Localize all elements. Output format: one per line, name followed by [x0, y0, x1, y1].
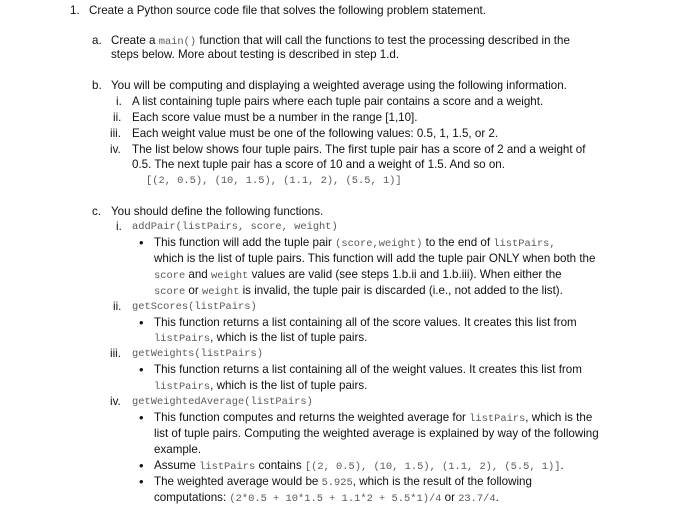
text: , which is the result of the following: [352, 475, 532, 488]
text: or: [441, 491, 459, 504]
step-c-i-marker: i.: [116, 220, 122, 233]
result-line-1: [154, 475, 532, 490]
text: Assume: [154, 459, 200, 472]
code-score-weight: (score,weight): [335, 238, 423, 250]
text: , which is the: [525, 411, 593, 424]
step-c-iv-marker: iv.: [110, 395, 121, 408]
text: is invalid, the tuple pair is discarded (i.e., not added to the list).: [239, 284, 563, 297]
code-weight: weight: [201, 286, 240, 298]
result-line-2: [154, 491, 499, 506]
text: values are valid (see steps 1.b.ii and 1.b.iii). When either the: [248, 268, 562, 281]
step-a-line-1: [111, 34, 570, 49]
code-tuple-list: [(2, 0.5), (10, 1.5), (1.1, 2), (5.5, 1)]: [304, 461, 561, 473]
step-b-iv-line-2: 0.5. The next tuple pair has a score of 10 and a weight of 1.5. And so on.: [132, 158, 505, 171]
text: Create a: [111, 34, 159, 47]
addpair-desc-line-2: which is the list of tuple pairs. This function will add the tuple pair ONLY when both the: [154, 252, 596, 265]
step-b-iii-text: Each weight value must be one of the following values: 0.5, 1, 1.5, or 2.: [132, 127, 499, 140]
code-tuple-list: [(2, 0.5), (10, 1.5), (1.1, 2), (5.5, 1)]: [146, 175, 402, 187]
text: , which is the list of tuple pairs.: [210, 331, 368, 344]
text: contains: [255, 459, 305, 472]
signature-getscores: getScores(listPairs): [132, 301, 257, 313]
getweights-desc-line-1: This function returns a list containing all of the weight values. It creates this list from: [154, 363, 582, 376]
text: to the end of: [422, 236, 494, 249]
weightedavg-desc-line-2: list of tuple pairs. Computing the weighted average is explained by way of the following: [154, 427, 599, 440]
step-c-intro: You should define the following functions.: [111, 205, 324, 218]
bullet: •: [139, 458, 144, 473]
getscores-desc-line-2: [154, 331, 367, 346]
text: or: [185, 284, 202, 297]
weightedavg-desc-line-1: [154, 411, 592, 426]
code-main: main(): [158, 36, 197, 48]
step-b-iv-line-1: The list below shows four tuple pairs. The first tuple pair has a score of 2 and a weight of: [132, 143, 586, 156]
problem-title: Create a Python source code file that solves the following problem statement.: [89, 4, 486, 17]
text: The weighted average would be: [154, 475, 322, 488]
step-a-line-2: steps below. More about testing is described in step 1.d.: [111, 48, 400, 61]
code-weight: weight: [210, 270, 249, 282]
step-b-ii-marker: ii.: [113, 111, 122, 124]
item-number-1: 1.: [70, 4, 80, 17]
step-b-i-marker: i.: [116, 95, 122, 108]
text: computations:: [154, 491, 230, 504]
signature-getweights: getWeights(listPairs): [132, 348, 263, 360]
step-a-marker: a.: [92, 34, 102, 47]
bullet: •: [139, 362, 144, 377]
code-listpairs: listPairs: [199, 461, 256, 473]
step-c-ii-marker: ii.: [113, 300, 122, 313]
bullet: •: [139, 410, 144, 425]
step-b-iv-marker: iv.: [110, 143, 121, 156]
code-listpairs: listPairs: [154, 381, 211, 393]
code-listpairs: listPairs,: [493, 238, 556, 250]
text: function that will call the functions to test the processing described in the: [196, 34, 570, 47]
addpair-desc-line-3: [154, 268, 562, 283]
step-c-iii-marker: iii.: [110, 347, 121, 360]
step-b-iii-marker: iii.: [110, 127, 121, 140]
addpair-desc-line-4: [154, 284, 563, 299]
getweights-desc-line-2: [154, 379, 367, 394]
code-listpairs: listPairs: [469, 413, 526, 425]
step-b-i-text: A list containing tuple pairs where each tuple pair contains a score and a weight.: [132, 95, 544, 108]
text: .: [560, 459, 564, 472]
code-fraction: 23.7/4: [458, 493, 496, 505]
signature-getweightedaverage: getWeightedAverage(listPairs): [132, 396, 313, 408]
step-b-intro: You will be computing and displaying a weighted average using the following information.: [111, 79, 567, 92]
bullet: •: [139, 235, 144, 250]
text: .: [495, 491, 499, 504]
bullet: •: [139, 315, 144, 330]
step-b-ii-text: Each score value must be a number in the range [1,10].: [132, 111, 418, 124]
text: This function computes and returns the weighted average for: [154, 411, 470, 424]
code-listpairs: listPairs: [154, 333, 211, 345]
bullet: •: [139, 474, 144, 489]
text: , which is the list of tuple pairs.: [210, 379, 368, 392]
text: This function will add the tuple pair: [154, 236, 336, 249]
addpair-desc-line-1: [154, 236, 556, 251]
step-c-marker: c.: [92, 205, 102, 218]
code-computation: (2*0.5 + 10*1.5 + 1.1*2 + 5.5*1)/4: [229, 493, 442, 505]
code-score: score: [154, 270, 186, 282]
code-result: 5.925: [321, 477, 353, 489]
signature-addpair: addPair(listPairs, score, weight): [132, 221, 338, 233]
assume-line: [154, 459, 564, 474]
step-b-marker: b.: [92, 79, 102, 92]
code-score: score: [154, 286, 186, 298]
text: and: [185, 268, 211, 281]
getscores-desc-line-1: This function returns a list containing all of the score values. It creates this list from: [154, 316, 577, 329]
weightedavg-desc-line-3: example.: [154, 443, 202, 456]
